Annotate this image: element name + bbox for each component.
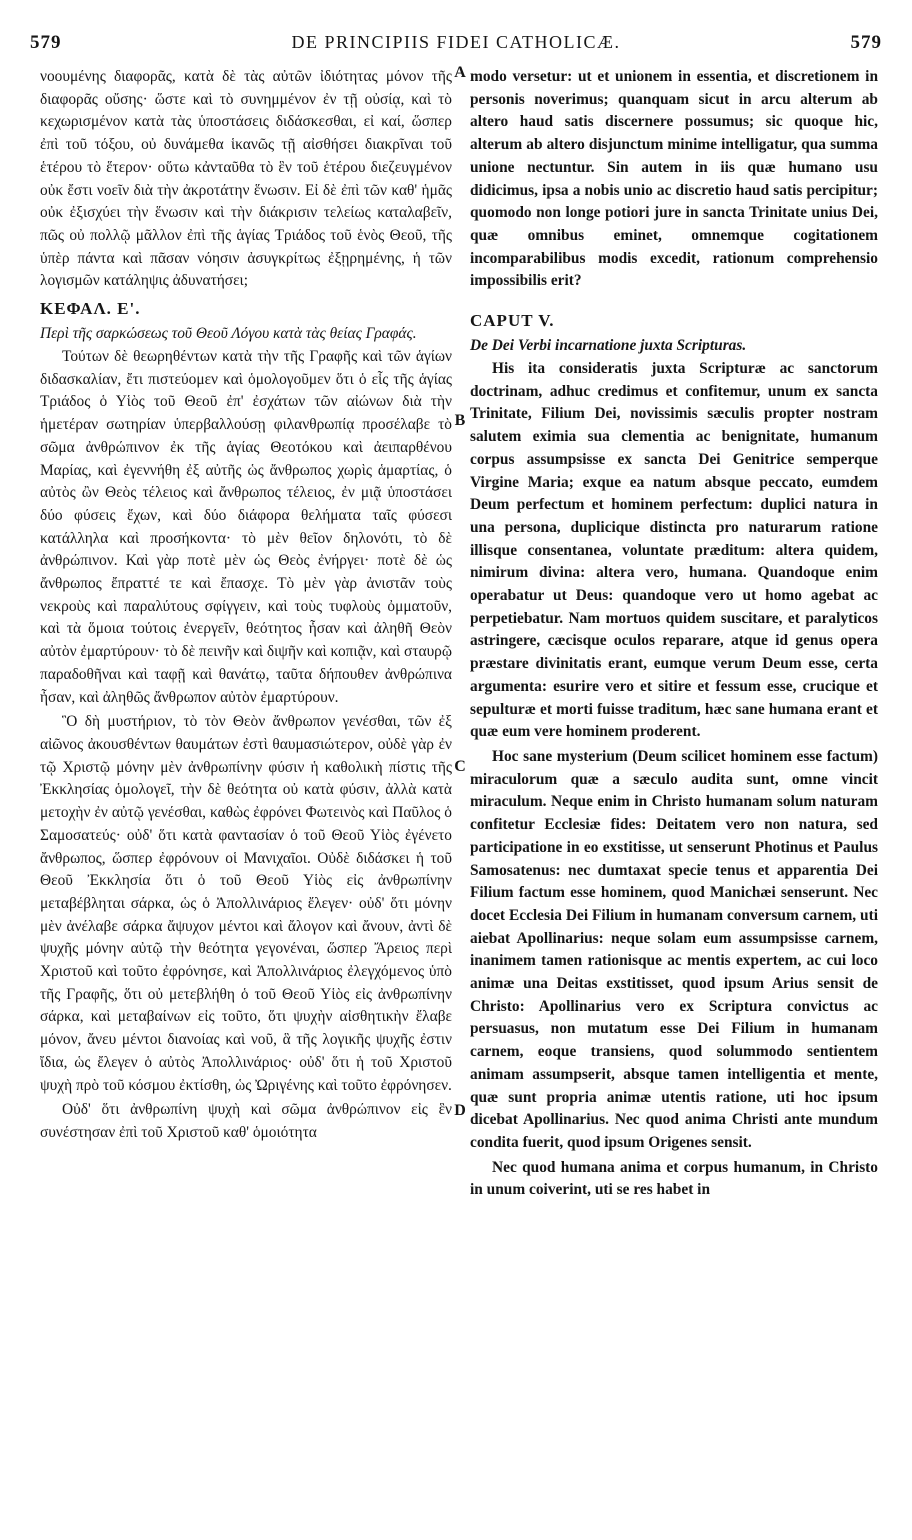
greek-column bbox=[40, 66, 452, 1145]
latin-chapter-heading: CAPUT V. bbox=[470, 311, 555, 331]
greek-chapter-subtitle: Περὶ τῆς σαρκώσεως τοῦ Θεοῦ Λόγου κατὰ τὰς θείας Γραφάς. bbox=[40, 325, 417, 343]
margin-letter-d: D bbox=[454, 1102, 466, 1119]
greek-paragraph-1: Τούτων δὲ θεωρηθέντων κατὰ τὴν τῆς Γραφῆς καὶ τῶν ἁγίων διδασκαλίαν, ἔτι πιστεύομεν καὶ ὁμολογοῦμεν ὅτι ὁ εἷς τῆς ἁγίας Τριάδος ὁ Υἱὸς τοῦ Θεοῦ ἐπ' ἐσχάτων τῶν αἰώνων διὰ τὴν ἡμετέραν σωτηρίαν ὑπερβαλλούσῃ φιλανθρωπίᾳ προσέλαβε τὸ σῶμα ἀνθρώπινον ἐκ τῆς ἁγίας Θεοτόκου καὶ ἀειπαρθένου Μαρίας, καὶ ἐγεννήθη ἐξ αὐτῆς ὡς ἄνθρωπος χωρὶς ἁμαρτίας, ὁ αὐτὸς ὢν Θεὸς τέλειος καὶ ἄνθρωπος τέλειος, ἐν μιᾷ ὑποστάσει δύο φύσεις ἔχων, καὶ δύο διάφορα θελήματα ταῖς φύσεσι κατάλληλα καὶ προσήκοντα· τὸ μὲν θεῖον δηλονότι, τὸ δὲ ἀνθρώπινον. Καὶ γὰρ ποτὲ μὲν ὡς Θεὸς ἐνήργει· ποτὲ δὲ ὡς ἄνθρωπος ἔπραττέ τε καὶ ἔπασχε. Τὸ μὲν γὰρ ἀνιστᾶν τοὺς νεκροὺς καὶ παραλύτους σφίγγειν, καὶ τοὺς τυφλοὺς ὀμματοῦν, καὶ τὰ ὅμοια τούτοις ἐνεργεῖν, θεότητος ἦσαν καὶ ἀληθῆ Θεὸν αὐτὸν ἐμαρτύρουν· τὸ δὲ πεινῆν καὶ διψῆν καὶ κοπιᾷν, καὶ σταυρῷ παραδοθῆναι καὶ ταφῇ καὶ θανάτῳ, ταῦτα δήπουθεν ἀνθρώπινα ἦσαν, καὶ ἀληθῶς ἄνθρωπον αὐτὸν ἐμαρτύρουν. bbox=[40, 348, 452, 706]
page-number-right: 579 bbox=[850, 32, 882, 53]
latin-chapter-subtitle: De Dei Verbi incarnatione juxta Scripturas. bbox=[470, 337, 747, 355]
margin-letter-c: C bbox=[454, 758, 466, 775]
latin-intro-paragraph: modo versetur: ut et unionem in essentia, et discretionem in personis noverimus; quanquam sicut in arcu alterum ab altero haud satis discernere possumus; sic quoque hic, alterum ab altero disjunctum minime intelligatur, qua summa unione nectuntur. Sin autem in iis quæ humano usu didicimus, ipsa a nobis unio ac discretio haud satis percipitur; quomodo non longe potiori jure in sancta Trinitate unius Dei, quæ omnibus eminet, omnemque cogitationem incomparabilibus modis excedit, rationum comprehensio impossibilis erit? bbox=[470, 68, 878, 290]
greek-chapter-heading: ΚΕΦΑΛ. Ε'. bbox=[40, 299, 141, 319]
page-number-left: 579 bbox=[30, 32, 62, 53]
latin-column bbox=[470, 66, 878, 1202]
latin-paragraph-3: Nec quod humana anima et corpus humanum, in Christo in unum coiverint, uti se res habet in bbox=[470, 1158, 878, 1199]
greek-paragraph-2: Ὃ δὴ μυστήριον, τὸ τὸν Θεὸν ἄνθρωπον γενέσθαι, τῶν ἐξ αἰῶνος ἀκουσθέντων θαυμάτων ἐστὶ θαυμασιώτερον, οὐδὲ γὰρ ἐν τῷ Χριστῷ μόνην μὲν ἀνθρωπίνην φύσιν ἡ καθολικὴ πίστις τῆς Ἐκκλησίας ὁμολογεῖ, τὴν δὲ θεότητα οὐ κατὰ φύσιν, ἀλλὰ κατὰ μετοχὴν ἐν αὐτῷ γενέσθαι, καθὼς ἐφρόνει Φωτεινὸς καὶ Παῦλος ὁ Σαμοσατεύς· οὐδ' ὅτι κατὰ φαντασίαν ὁ τοῦ Θεοῦ Υἱὸς ἐγένετο ἄνθρωπος, ὥσπερ ἐφρόνουν οἱ Μανιχαῖοι. Οὐδὲ διδάσκει ἡ τοῦ Θεοῦ Ἐκκλησία ὅτι ὁ τοῦ Θεοῦ Υἱὸς εἰς ἀνθρωπίνην μεταβέβληται σάρκα, ὡς ὁ Ἀπολλινάριος ἔλεγεν· οὐδ' ὅτι μόνην μὲν ἀνέλαβε σάρκα ἄψυχον μέντοι καὶ ἄλογον καὶ ἄνουν, ἀντὶ δὲ ψυχῆς μόνην αὐτῷ τὴν θεότητα γεγονέναι, ὥσπερ Ἄρειος περὶ Χριστοῦ καὶ τοῦτο ἐφρόνησε, καὶ Ἀπολλινάριος ἐλεγχόμενος ὑπὸ τῆς Γραφῆς, ὅτι οὐ μετεβλήθη ὁ τοῦ Θεοῦ Υἱὸς εἰς ἀνθρωπίνην σάρκα, καὶ μεταβαίνων εἰς τοῦτο, ὅτι ψυχὴν αἰσθητικὴν ἔλαβε μόνον, ἄνευ μέντοι διανοίας καὶ νοῦ, ἃ τῆς λογικῆς ψυχῆς ἐστιν ἴδια, ὡς ἔλεγεν ὁ αὐτὸς Ἀπολλινάριος· οὐδ' ὅτι ἡ τοῦ Χριστοῦ ψυχὴ πρὸ τοῦ κόσμου ἐκτίσθη, ὡς Ὠριγένης καὶ τοῦτο ἐφρόνησεν. bbox=[40, 713, 452, 1094]
latin-paragraph-1: His ita consideratis juxta Scripturæ ac sanctorum doctrinam, adhuc credimus et confitemur, unum ex sancta Trinitate, Filium Dei, novissimis sæculis propter nostram salutem eximia sua clementia ac benignitate, humanum corpus assumpsisse ex sancta Dei Genitrice semperque Virgine Maria; exque ea natum absque peccato, eumdem Deum perfectum et hominem perfectum: duplici natura in una persona, duplicique distincta pro naturarum ratione illisque consentanea, voluntate præditum: altera quidem, nimirum divina: altera vero, humana. Quandoque enim operabatur ut Deus: quandoque vero ut homo agebat ac perpetiebatur. Nam mortuos quidem suscitare, et paralyticos astringere, cæcisque oculos reparare, atque id genus opera præstare divinitatis erant, eumque verum Deum esse, certa argumenta: esurire vero et sitire et fessum esse, crucique et sepulturæ et morti fuisse traditum, hæc sane humana erant et quæ eum vere hominem proderent. bbox=[470, 360, 878, 741]
margin-letter-a: A bbox=[454, 64, 466, 81]
greek-paragraph-3: Οὐδ' ὅτι ἀνθρωπίνη ψυχὴ καὶ σῶμα ἀνθρώπινον εἰς ἓν συνέστησαν ἐπὶ τοῦ Χριστοῦ καθ' ὁμοιότητα bbox=[40, 1101, 452, 1141]
margin-letter-b: B bbox=[454, 412, 466, 429]
page-header bbox=[30, 32, 882, 60]
greek-intro-paragraph: νοουμένης διαφορᾶς, κατὰ δὲ τὰς αὐτῶν ἰδιότητας μόνον τῆς διαφορᾶς οὔσης· ὥστε καὶ τὸ συνημμένον ἐν τῇ οὐσίᾳ, καὶ τὸ κεχωρισμένον κατὰ τὰς ὑποστάσεις διδάσκεσθαι, εἰ καί, ὥσπερ ἐπὶ τοῦ τόξου, οὐ δυνάμεθα ἱκανῶς τῇ αἰσθήσει διακρῖναι τοῦ ἑτέρου τὸ ἕτερον· οὕτω κἀνταῦθα τὸ ἓν τοῦ ἑτέρου διεζευγμένον οὐκ ἔστι νοεῖν διὰ τὴν ἀκροτάτην ἕνωσιν. Εἰ δὲ ἐπὶ τῶν καθ' ἡμᾶς οὐκ ἐξισχύει τὴν ἕνωσιν καὶ τὴν διάκρισιν τελείως καταλαβεῖν, πῶς οὐ πολλῷ μᾶλλον ἐπὶ τῆς ἁγίας Τριάδος τοῦ ἑνὸς Θεοῦ, τῆς ὑπὲρ πάντα καὶ πᾶσαν νόησιν ἀσυγκρίτως ἐξῃρημένης, ἡ τῶν λογισμῶν κατάληψις ἀδυνατήσει; bbox=[40, 68, 452, 290]
latin-paragraph-2: Hoc sane mysterium (Deum scilicet hominem esse factum) miraculorum quæ a sæculo audita sunt, omne vincit miraculum. Neque enim in Christo humanam solum naturam confitetur Ecclesiæ fides: Deitatem vero non natura, sed participatione in eo exstitisse, ut senserunt Photinus et Paulus Samosatenus: nec dumtaxat specie tenus et apparentia Dei Filium factum esse hominem, quod Manichæi senserunt. Nec docet Ecclesia Dei Filium in humanam conversum carnem, uti aiebat Apollinarius: neque solam eum assumpsisse carnem, inanimem tamen rationisque ac mentis expertem, ac cui loco animæ una Deitas exstitisset, quod ipsum Arius sensit de Christo: Apollinarius vero ex Scriptura convictus ac persuasus, non mutatum esse Dei Filium in humanam carnem, eoque transiens, quod solummodo sentientem animam assumpserit, absque tamen intelligentia et mente, quæ sunt propria animæ utentis ratione, uti hoc ipsum dicebat Apollinarius. Nec quod anima Christi ante mundum condita fuerit, quod ipsum Origenes sensit. bbox=[470, 747, 878, 1151]
running-title: DE PRINCIPIIS FIDEI CATHOLICÆ. bbox=[291, 32, 621, 52]
